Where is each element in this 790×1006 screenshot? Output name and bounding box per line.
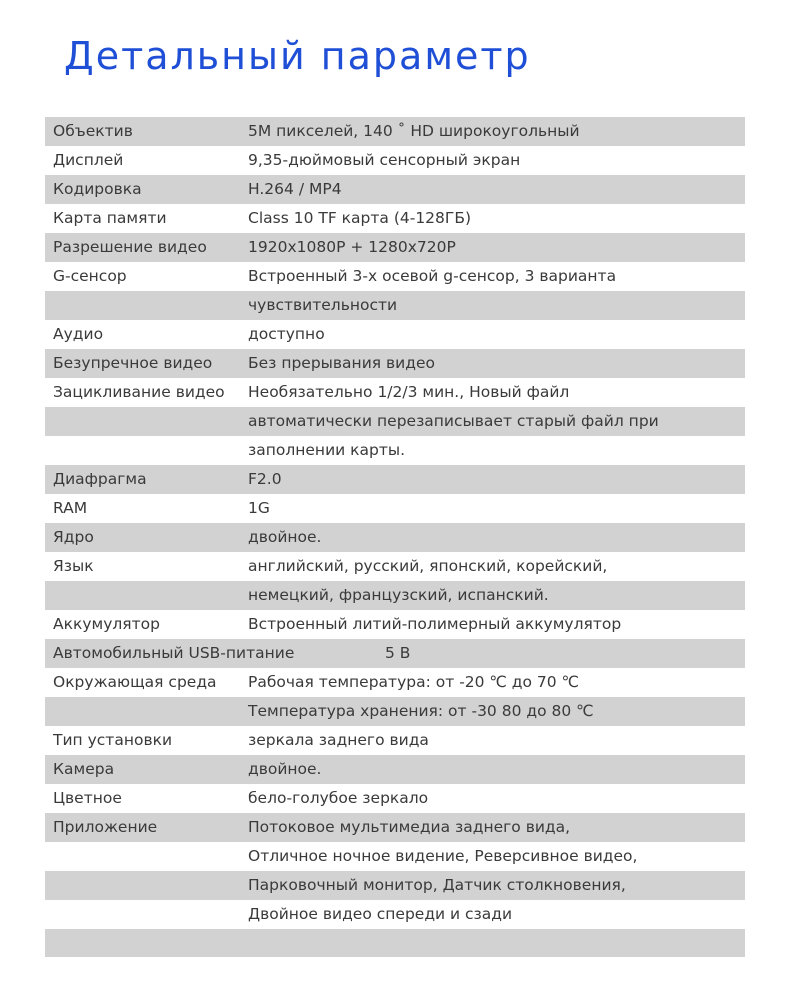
spec-label: Окружающая среда: [53, 673, 217, 691]
spec-value: немецкий, французский, испанский.: [248, 586, 549, 604]
table-row: [45, 784, 745, 813]
spec-value: Отличное ночное видение, Реверсивное видео,: [248, 847, 638, 865]
spec-value: Без прерывания видео: [248, 354, 435, 372]
spec-value: двойное.: [248, 528, 322, 546]
spec-value: английский, русский, японский, корейский,: [248, 557, 608, 575]
table-row: [45, 581, 745, 610]
page-title: Детальный параметр: [64, 34, 531, 78]
spec-value: Class 10 TF карта (4-128ГБ): [248, 209, 472, 227]
spec-value: заполнении карты.: [248, 441, 406, 459]
spec-label: Камера: [53, 760, 115, 778]
spec-label: Аудио: [53, 325, 104, 343]
table-row: [45, 262, 745, 291]
table-row: [45, 900, 745, 929]
table-row: [45, 175, 745, 204]
spec-value: доступно: [248, 325, 325, 343]
spec-label: Приложение: [53, 818, 158, 836]
table-row: [45, 929, 745, 957]
spec-label: Безупречное видео: [53, 354, 213, 372]
spec-value: Парковочный монитор, Датчик столкновения,: [248, 876, 626, 894]
spec-value: бело-голубое зеркало: [248, 789, 429, 807]
spec-label: Зацикливание видео: [53, 383, 225, 401]
spec-label: Автомобильный USB-питание: [53, 644, 295, 662]
spec-value: двойное.: [248, 760, 322, 778]
table-row: [45, 233, 745, 262]
table-row: [45, 117, 745, 146]
spec-table: [45, 117, 745, 957]
spec-label: Цветное: [53, 789, 122, 807]
spec-label: Ядро: [53, 528, 94, 546]
spec-label: Карта памяти: [53, 209, 167, 227]
table-row: [45, 639, 745, 668]
table-row: [45, 320, 745, 349]
table-row: [45, 349, 745, 378]
spec-value: F2.0: [248, 470, 282, 488]
table-row: [45, 407, 745, 436]
spec-label: Разрешение видео: [53, 238, 207, 256]
spec-label: Объектив: [53, 122, 133, 140]
table-row: [45, 291, 745, 320]
spec-value: 1G: [248, 499, 270, 517]
spec-value: чувствительности: [248, 296, 398, 314]
table-row: [45, 204, 745, 233]
spec-label: RAM: [53, 499, 88, 517]
spec-label: Дисплей: [53, 151, 124, 169]
spec-value: Необязательно 1/2/3 мин., Новый файл: [248, 383, 570, 401]
spec-value: Встроенный 3-х осевой g-сенсор, 3 варианта: [248, 267, 617, 285]
table-row: [45, 726, 745, 755]
table-row: [45, 668, 745, 697]
table-row: [45, 755, 745, 784]
table-row: [45, 697, 745, 726]
table-row: [45, 494, 745, 523]
spec-value: 9,35-дюймовый сенсорный экран: [248, 151, 521, 169]
spec-label: G-сенсор: [53, 267, 127, 285]
table-row: [45, 871, 745, 900]
table-row: [45, 436, 745, 465]
table-row: [45, 465, 745, 494]
spec-value: Рабочая температура: от -20 ℃ до 70 ℃: [248, 673, 579, 691]
table-row: [45, 378, 745, 407]
table-row: [45, 146, 745, 175]
spec-value: автоматически перезаписывает старый файл при: [248, 412, 659, 430]
spec-value: Температура хранения: от -30 80 до 80 ℃: [248, 702, 594, 720]
spec-value: Потоковое мультимедиа заднего вида,: [248, 818, 571, 836]
table-row: [45, 610, 745, 639]
spec-value: Двойное видео спереди и сзади: [248, 905, 513, 923]
spec-value: 1920x1080P + 1280x720P: [248, 238, 456, 256]
table-row: [45, 813, 745, 842]
spec-label: Тип установки: [53, 731, 173, 749]
table-row: [45, 842, 745, 871]
table-row: [45, 552, 745, 581]
spec-value: 5M пикселей, 140 ˚ HD широкоугольный: [248, 122, 580, 140]
spec-value: 5 В: [385, 644, 411, 662]
spec-label: Кодировка: [53, 180, 142, 198]
spec-value: зеркала заднего вида: [248, 731, 429, 749]
spec-label: Аккумулятор: [53, 615, 160, 633]
spec-value: Встроенный литий-полимерный аккумулятор: [248, 615, 622, 633]
spec-label: Язык: [53, 557, 94, 575]
table-row: [45, 523, 745, 552]
spec-value: H.264 / MP4: [248, 180, 342, 198]
spec-label: Диафрагма: [53, 470, 147, 488]
